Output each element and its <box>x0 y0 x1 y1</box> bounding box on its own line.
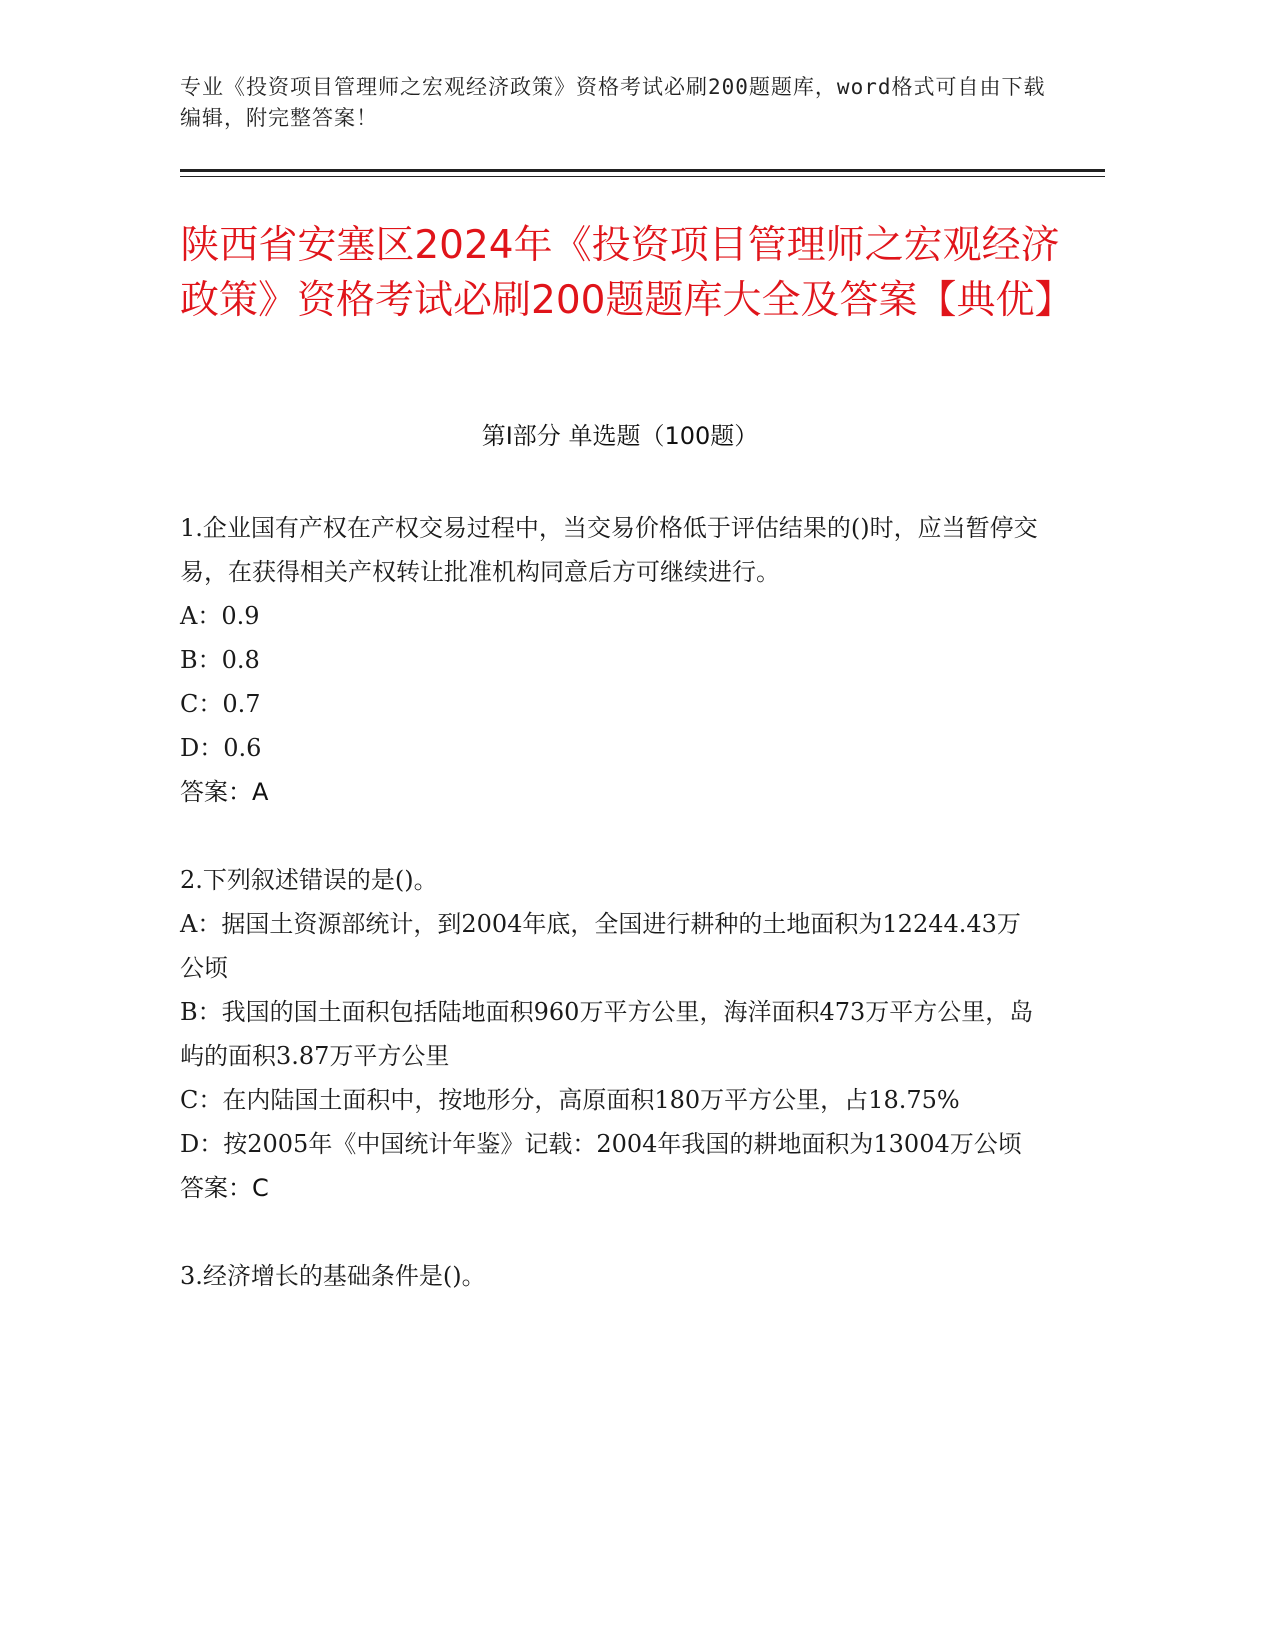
option-c: C：在内陆国土面积中，按地形分，高原面积180万平方公里，占18.75% <box>180 1086 960 1114</box>
option-b: B：我国的国土面积包括陆地面积960万平方公里，海洋面积473万平方公里，岛屿的面积3.87万平方公里 <box>180 998 1034 1070</box>
question-list <box>180 506 1040 1342</box>
section-heading: 第I部分 单选题（100题） <box>481 422 759 450</box>
option-a: A：据国土资源部统计，到2004年底，全国进行耕种的土地面积为12244.43万公顷 <box>180 910 1021 982</box>
option-d: D：按2005年《中国统计年鉴》记载：2004年我国的耕地面积为13004万公顷 <box>180 1130 1022 1158</box>
question-1 <box>180 506 1040 814</box>
question-stem: 1.企业国有产权在产权交易过程中，当交易价格低于评估结果的()时，应当暂停交易，在获得相关产权转让批准机构同意后方可继续进行。 <box>180 514 1038 586</box>
question-3 <box>180 1254 1040 1298</box>
header-note: 专业《投资项目管理师之宏观经济政策》资格考试必刷200题题库，word格式可自由下载编辑，附完整答案！ <box>180 75 1046 130</box>
header-divider-thin <box>180 176 1105 177</box>
question-2 <box>180 858 1040 1210</box>
option-d: D：0.6 <box>180 734 262 762</box>
answer: 答案：C <box>180 1174 269 1202</box>
answer: 答案：A <box>180 778 269 806</box>
document-title: 陕西省安塞区2024年《投资项目管理师之宏观经济政策》资格考试必刷200题题库大全及答案【典优】 <box>180 223 1074 323</box>
option-c: C：0.7 <box>180 690 261 718</box>
question-stem: 3.经济增长的基础条件是()。 <box>180 1262 486 1290</box>
header-divider-thick <box>180 169 1105 172</box>
option-b: B：0.8 <box>180 646 260 674</box>
option-a: A：0.9 <box>180 602 260 630</box>
question-stem: 2.下列叙述错误的是()。 <box>180 866 438 894</box>
